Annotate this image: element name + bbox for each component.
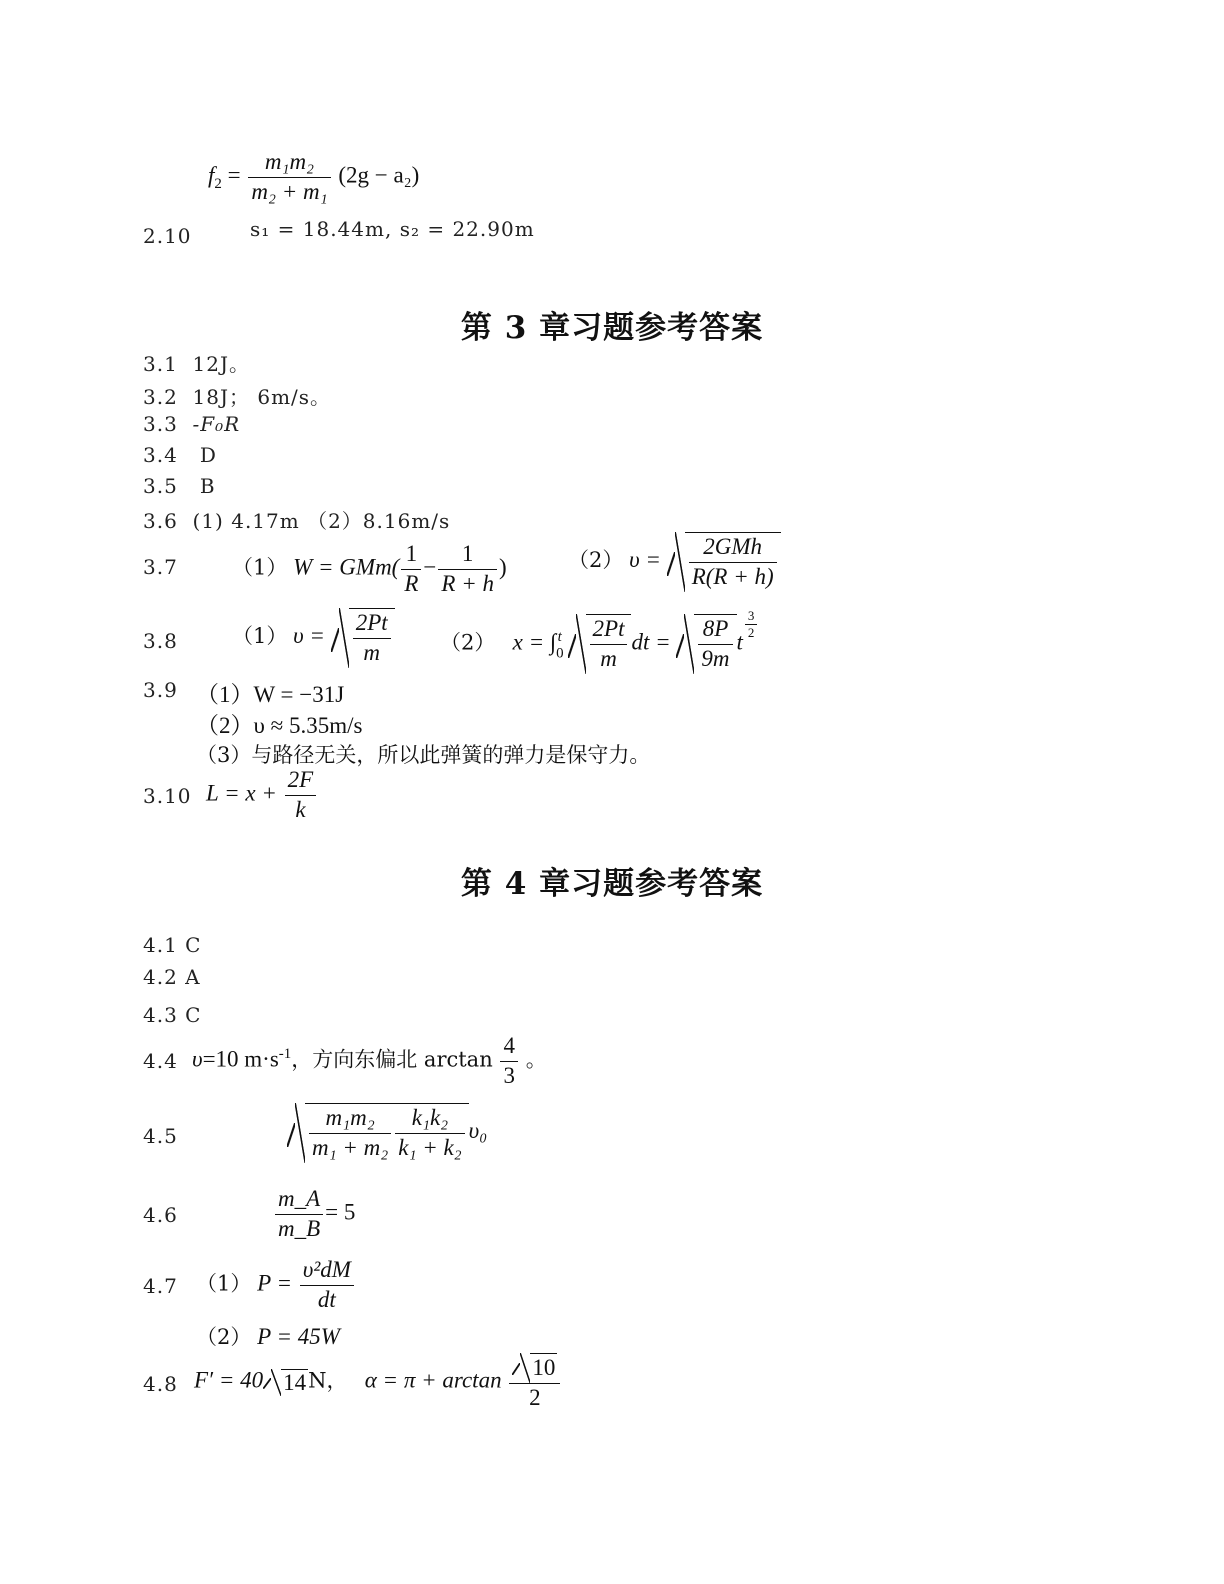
angle-lhs: α = π + arctan xyxy=(364,1367,502,1393)
question-label: 4.3 xyxy=(143,1003,178,1027)
question-label-4-6: 4.6 xyxy=(143,1203,178,1227)
denominator: k₁ + k₂ xyxy=(398,1134,462,1160)
numerator: m₁m₂ xyxy=(309,1104,391,1134)
f2-denominator: m₂ + m₁ xyxy=(251,178,328,204)
part-marker: （2） xyxy=(568,548,624,573)
direction-text: ，方向东偏北 arctan xyxy=(291,1047,493,1072)
power-value: P = 45W xyxy=(257,1324,340,1349)
question-label: 3.1 xyxy=(143,352,178,376)
answer-4-6 xyxy=(273,1185,355,1244)
denominator: k xyxy=(295,796,306,822)
question-label-3-10: 3.10 xyxy=(143,784,192,808)
numerator: 1 xyxy=(401,540,421,570)
initial-velocity: υ₀ xyxy=(468,1118,488,1144)
numerator: 4 xyxy=(500,1032,518,1062)
answer: (1) 4.17m （2）8.16m/s xyxy=(192,509,451,533)
denominator: 2 xyxy=(529,1384,541,1410)
numerator: 8P xyxy=(698,615,732,645)
row-3-3 xyxy=(143,412,240,436)
fraction-4-over-3 xyxy=(500,1032,518,1091)
ratio-value: = 5 xyxy=(325,1199,356,1225)
answer-3-8-part1 xyxy=(232,608,395,668)
sqrt-sign xyxy=(512,1353,557,1383)
row-3-5 xyxy=(143,474,216,498)
mass-ratio xyxy=(275,1185,323,1244)
chapter-3-heading: 第 3 章习题参考答案 xyxy=(460,310,764,346)
row-3-6 xyxy=(143,505,450,534)
answer-4-4 xyxy=(192,1032,547,1091)
denominator: m xyxy=(363,639,380,665)
question-label-4-7: 4.7 xyxy=(143,1274,178,1298)
answer-3-9-part1: （1）W = −31J xyxy=(196,682,345,707)
f2-subscript: 2 xyxy=(214,176,222,193)
numerator: k₁k₂ xyxy=(395,1104,464,1134)
answer-4-5 xyxy=(287,1103,487,1163)
power-lhs: P = xyxy=(257,1270,293,1296)
answer: 18J； 6m/s。 xyxy=(192,385,332,409)
sqrt-fraction xyxy=(590,615,628,674)
chapter-4-heading: 第 4 章习题参考答案 xyxy=(460,866,764,902)
question-label: 3.4 xyxy=(143,443,178,467)
f2-numerator: m₁m₂ xyxy=(248,148,330,178)
numerator: 2Pt xyxy=(353,609,391,639)
question-label: 3.6 xyxy=(143,509,178,533)
denominator: m₁ + m₂ xyxy=(312,1134,389,1160)
fraction-1-over-r xyxy=(401,540,421,599)
radicand: 10 xyxy=(530,1353,557,1383)
sqrt-fraction xyxy=(698,615,732,674)
velocity-symbol: υ xyxy=(192,1046,203,1072)
radicand: 14 xyxy=(283,1369,307,1395)
question-label-4-4: 4.4 xyxy=(143,1049,178,1073)
question-label: 4.1 xyxy=(143,933,178,957)
sqrt-sign xyxy=(568,614,632,674)
fraction-2f-over-k xyxy=(285,766,317,825)
answer-2-10: s₁ = 18.44m, s₂ = 22.90m xyxy=(250,217,535,241)
denominator: dt xyxy=(317,1286,336,1312)
row-4-3 xyxy=(143,1003,201,1027)
answer: B xyxy=(199,474,216,498)
sqrt-sign xyxy=(676,614,736,674)
answer: C xyxy=(185,1003,202,1027)
denominator: R + h xyxy=(441,570,494,596)
integral-upper-limit: t xyxy=(557,628,562,645)
integral-lhs: x = ∫ xyxy=(512,629,557,655)
minus-sign: − xyxy=(423,554,437,580)
denominator: 3 xyxy=(503,1062,515,1088)
exponent-fraction xyxy=(745,608,758,642)
row-3-2 xyxy=(143,381,331,410)
integral-lower-limit: 0 xyxy=(556,645,564,662)
length-lhs: L = x + xyxy=(206,780,277,806)
work-lhs: W = GMm( xyxy=(293,554,400,580)
fraction-mass xyxy=(309,1104,391,1163)
numerator: 2Pt xyxy=(590,615,628,645)
f2-tail: (2g − a₂) xyxy=(338,162,420,188)
unit-exponent: -1 xyxy=(278,1045,292,1062)
close-paren: ) xyxy=(498,554,507,580)
numerator: 2GMh xyxy=(689,533,777,563)
sqrt-sign xyxy=(263,1369,308,1396)
question-label: 4.2 xyxy=(143,965,178,989)
sqrt-fraction xyxy=(689,533,777,592)
answer: D xyxy=(199,443,217,467)
question-label: 3.5 xyxy=(143,474,178,498)
denominator: R xyxy=(404,570,419,596)
answer-4-8 xyxy=(194,1352,562,1412)
formula-f2: $f_2$ = $\frac{\text{m₁m₂}}{\text{m₂ + m₁}}$ (2g − a₂) xyxy=(208,148,419,207)
power-fraction xyxy=(300,1256,354,1315)
numerator: m_A xyxy=(275,1185,323,1215)
numerator: 1 xyxy=(438,540,497,570)
angle-fraction xyxy=(509,1352,560,1412)
part-marker: （2） xyxy=(196,1325,252,1349)
force-unit: N， xyxy=(308,1368,348,1393)
sqrt-fraction xyxy=(353,609,391,668)
denominator: m xyxy=(600,645,617,671)
question-label-4-8: 4.8 xyxy=(143,1372,178,1396)
answer-4-7-part1 xyxy=(196,1256,356,1315)
answer-3-7-part1 xyxy=(232,540,507,599)
dt-equals: dt = xyxy=(631,629,671,655)
answer: -F₀R xyxy=(192,412,241,436)
answer-3-8-part2 xyxy=(440,608,759,674)
row-4-1 xyxy=(143,933,201,957)
answer: A xyxy=(185,965,201,989)
question-label-3-9: 3.9 xyxy=(143,678,178,702)
answer-3-10 xyxy=(206,766,318,825)
part-marker: （2） xyxy=(440,630,496,655)
numerator: 2F xyxy=(285,766,317,796)
denominator: 2 xyxy=(747,625,755,641)
sqrt-sign xyxy=(667,532,781,592)
t-variable: t xyxy=(736,629,743,655)
fraction-spring xyxy=(395,1104,464,1163)
f2-symbol: f xyxy=(208,162,215,188)
answer-4-7-part2 xyxy=(196,1321,340,1351)
part-marker: （1） xyxy=(196,1271,252,1296)
velocity-lhs: υ = xyxy=(629,547,661,573)
sqrt-sign xyxy=(287,1103,469,1163)
answer-3-9-part3: （3）与路径无关，所以此弹簧的弹力是保守力。 xyxy=(196,743,651,767)
f2-fraction xyxy=(248,148,330,207)
sqrt-sign xyxy=(331,608,395,668)
question-label: 3.2 xyxy=(143,385,178,409)
answer: C xyxy=(185,933,202,957)
row-3-1 xyxy=(143,348,250,377)
row-3-4 xyxy=(143,443,217,467)
answer-3-9-part2: （2）υ ≈ 5.35m/s xyxy=(196,713,363,738)
part-marker: （1） xyxy=(232,624,288,649)
period: 。 xyxy=(525,1047,547,1072)
fraction-1-over-r-plus-h xyxy=(438,540,497,599)
numerator: 3 xyxy=(745,608,758,625)
denominator: m_B xyxy=(278,1215,321,1241)
part-marker: （1） xyxy=(232,555,288,580)
denominator: 9m xyxy=(701,645,730,671)
question-label-3-8: 3.8 xyxy=(143,629,178,653)
answer-3-7-part2 xyxy=(568,532,781,592)
velocity-lhs: υ = xyxy=(293,623,325,649)
row-4-2 xyxy=(143,965,201,989)
question-label: 3.3 xyxy=(143,412,178,436)
numerator: υ²dM xyxy=(300,1256,354,1286)
force-lhs: F′ = 40 xyxy=(194,1367,264,1393)
question-label-2-10: 2.10 xyxy=(143,224,192,248)
question-label-3-7: 3.7 xyxy=(143,555,178,579)
denominator: R(R + h) xyxy=(691,563,774,589)
question-label-4-5: 4.5 xyxy=(143,1124,178,1148)
velocity-value: =10 m·s xyxy=(202,1046,279,1072)
answer: 12J。 xyxy=(192,352,250,376)
